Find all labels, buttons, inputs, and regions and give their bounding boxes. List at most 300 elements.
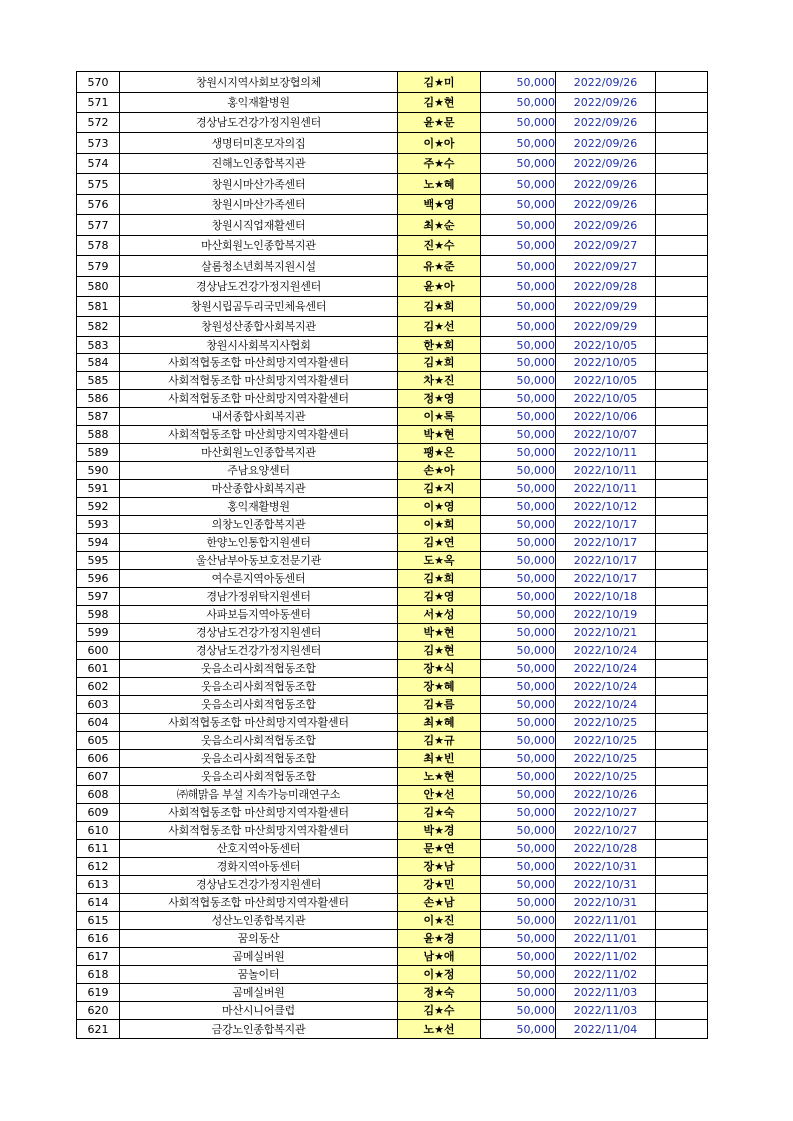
recipient-name: 노★혜 — [398, 174, 481, 195]
amount: 50,000 — [481, 714, 556, 732]
amount: 50,000 — [481, 822, 556, 840]
table-row — [77, 498, 708, 516]
note-cell — [656, 894, 708, 912]
payment-date: 2022/10/05 — [556, 390, 656, 408]
row-number: 582 — [77, 317, 120, 337]
note-cell — [656, 1020, 708, 1039]
payment-date: 2022/11/04 — [556, 1020, 656, 1039]
organization-name: 성산노인종합복지관 — [120, 912, 398, 930]
note-cell — [656, 750, 708, 768]
note-cell — [656, 876, 708, 894]
organization-name: 사회적협동조합 마산희망지역자활센터 — [120, 894, 398, 912]
organization-name: 생명터미혼모자의집 — [120, 133, 398, 154]
note-cell — [656, 113, 708, 133]
row-number: 596 — [77, 570, 120, 588]
table-row — [77, 256, 708, 277]
note-cell — [656, 714, 708, 732]
organization-name: 창원시마산가족센터 — [120, 195, 398, 215]
note-cell — [656, 1002, 708, 1020]
payment-date: 2022/11/02 — [556, 948, 656, 966]
payment-date: 2022/09/27 — [556, 256, 656, 277]
organization-name: 사회적협동조합 마산희망지역자활센터 — [120, 714, 398, 732]
row-number: 591 — [77, 480, 120, 498]
organization-name: 웃음소리사회적협동조합 — [120, 678, 398, 696]
recipient-name: 한★희 — [398, 337, 481, 354]
table-row — [77, 277, 708, 297]
payment-date: 2022/10/18 — [556, 588, 656, 606]
table-row — [77, 317, 708, 337]
table-row — [77, 72, 708, 93]
row-number: 575 — [77, 174, 120, 195]
row-number: 586 — [77, 390, 120, 408]
table-row — [77, 426, 708, 444]
organization-name: 사회적협동조합 마산희망지역자활센터 — [120, 372, 398, 390]
note-cell — [656, 912, 708, 930]
recipient-name: 문★연 — [398, 840, 481, 858]
amount: 50,000 — [481, 894, 556, 912]
recipient-name: 장★식 — [398, 660, 481, 678]
row-number: 604 — [77, 714, 120, 732]
note-cell — [656, 552, 708, 570]
table-row — [77, 552, 708, 570]
table-row — [77, 390, 708, 408]
table-row — [77, 822, 708, 840]
organization-name: 경상남도건강가정지원센터 — [120, 642, 398, 660]
note-cell — [656, 297, 708, 317]
recipient-name: 이★아 — [398, 133, 481, 154]
payment-date: 2022/09/29 — [556, 297, 656, 317]
row-number: 609 — [77, 804, 120, 822]
amount: 50,000 — [481, 984, 556, 1002]
table-row — [77, 696, 708, 714]
amount: 50,000 — [481, 768, 556, 786]
organization-name: 웃음소리사회적협동조합 — [120, 732, 398, 750]
recipient-name: 강★민 — [398, 876, 481, 894]
amount: 50,000 — [481, 732, 556, 750]
payment-date: 2022/10/24 — [556, 696, 656, 714]
amount: 50,000 — [481, 534, 556, 552]
amount: 50,000 — [481, 195, 556, 215]
recipient-name: 이★희 — [398, 516, 481, 534]
payment-date: 2022/10/07 — [556, 426, 656, 444]
row-number: 583 — [77, 337, 120, 354]
payment-date: 2022/11/02 — [556, 966, 656, 984]
organization-name: 꿈의동산 — [120, 930, 398, 948]
recipient-name: 장★혜 — [398, 678, 481, 696]
payment-date: 2022/11/03 — [556, 984, 656, 1002]
organization-name: 한양노인통합지원센터 — [120, 534, 398, 552]
recipient-name: 김★영 — [398, 588, 481, 606]
amount: 50,000 — [481, 948, 556, 966]
payment-date: 2022/10/11 — [556, 444, 656, 462]
payment-date: 2022/09/27 — [556, 236, 656, 256]
payment-date: 2022/10/17 — [556, 534, 656, 552]
payment-date: 2022/09/26 — [556, 215, 656, 236]
row-number: 585 — [77, 372, 120, 390]
note-cell — [656, 822, 708, 840]
row-number: 616 — [77, 930, 120, 948]
note-cell — [656, 498, 708, 516]
amount: 50,000 — [481, 354, 556, 372]
amount: 50,000 — [481, 408, 556, 426]
organization-name: 창원시지역사회보장협의체 — [120, 72, 398, 93]
amount: 50,000 — [481, 277, 556, 297]
recipient-name: 박★현 — [398, 426, 481, 444]
recipient-name: 도★옥 — [398, 552, 481, 570]
recipient-name: 유★준 — [398, 256, 481, 277]
row-number: 571 — [77, 93, 120, 113]
row-number: 603 — [77, 696, 120, 714]
table-row — [77, 588, 708, 606]
recipient-name: 김★숙 — [398, 804, 481, 822]
payment-date: 2022/09/26 — [556, 133, 656, 154]
amount: 50,000 — [481, 912, 556, 930]
payment-date: 2022/11/01 — [556, 912, 656, 930]
note-cell — [656, 984, 708, 1002]
recipient-name: 정★영 — [398, 390, 481, 408]
note-cell — [656, 133, 708, 154]
row-number: 618 — [77, 966, 120, 984]
row-number: 605 — [77, 732, 120, 750]
amount: 50,000 — [481, 804, 556, 822]
row-number: 617 — [77, 948, 120, 966]
row-number: 600 — [77, 642, 120, 660]
row-number: 589 — [77, 444, 120, 462]
organization-name: 창원시마산가족센터 — [120, 174, 398, 195]
amount: 50,000 — [481, 72, 556, 93]
note-cell — [656, 516, 708, 534]
payment-date: 2022/10/28 — [556, 840, 656, 858]
recipient-name: 주★수 — [398, 154, 481, 174]
recipient-name: 김★름 — [398, 696, 481, 714]
payment-date: 2022/10/19 — [556, 606, 656, 624]
recipient-name: 김★연 — [398, 534, 481, 552]
amount: 50,000 — [481, 444, 556, 462]
note-cell — [656, 93, 708, 113]
payment-date: 2022/10/05 — [556, 372, 656, 390]
payment-date: 2022/10/27 — [556, 822, 656, 840]
recipient-name: 최★빈 — [398, 750, 481, 768]
table-row — [77, 624, 708, 642]
row-number: 576 — [77, 195, 120, 215]
row-number: 587 — [77, 408, 120, 426]
table-row — [77, 354, 708, 372]
table-row — [77, 1002, 708, 1020]
row-number: 573 — [77, 133, 120, 154]
table-row — [77, 93, 708, 113]
recipient-name: 윤★문 — [398, 113, 481, 133]
amount: 50,000 — [481, 337, 556, 354]
note-cell — [656, 948, 708, 966]
amount: 50,000 — [481, 588, 556, 606]
payment-date: 2022/09/29 — [556, 317, 656, 337]
row-number: 619 — [77, 984, 120, 1002]
organization-name: 마산회원노인종합복지관 — [120, 444, 398, 462]
table-row — [77, 236, 708, 256]
note-cell — [656, 570, 708, 588]
table-row — [77, 858, 708, 876]
organization-name: 창원시립곰두리국민체육센터 — [120, 297, 398, 317]
note-cell — [656, 154, 708, 174]
organization-name: 경상남도건강가정지원센터 — [120, 113, 398, 133]
note-cell — [656, 804, 708, 822]
note-cell — [656, 72, 708, 93]
organization-name: 경화지역아동센터 — [120, 858, 398, 876]
row-number: 606 — [77, 750, 120, 768]
organization-name: 마산시니어클럽 — [120, 1002, 398, 1020]
note-cell — [656, 317, 708, 337]
organization-name: 웃음소리사회적협동조합 — [120, 660, 398, 678]
organization-name: 울산남부아동보호전문기관 — [120, 552, 398, 570]
row-number: 621 — [77, 1020, 120, 1039]
payment-date: 2022/10/06 — [556, 408, 656, 426]
amount: 50,000 — [481, 930, 556, 948]
note-cell — [656, 236, 708, 256]
amount: 50,000 — [481, 570, 556, 588]
table-row — [77, 732, 708, 750]
payment-date: 2022/10/25 — [556, 714, 656, 732]
amount: 50,000 — [481, 660, 556, 678]
payment-date: 2022/10/25 — [556, 732, 656, 750]
payment-date: 2022/10/11 — [556, 480, 656, 498]
payment-date: 2022/10/26 — [556, 786, 656, 804]
organization-name: 웃음소리사회적협동조합 — [120, 696, 398, 714]
recipient-name: 윤★경 — [398, 930, 481, 948]
table-row — [77, 840, 708, 858]
organization-name: 사회적협동조합 마산희망지역자활센터 — [120, 804, 398, 822]
amount: 50,000 — [481, 390, 556, 408]
note-cell — [656, 426, 708, 444]
table-row — [77, 894, 708, 912]
table-row — [77, 462, 708, 480]
organization-name: 홍익재활병원 — [120, 498, 398, 516]
note-cell — [656, 660, 708, 678]
recipient-name: 김★희 — [398, 354, 481, 372]
amount: 50,000 — [481, 858, 556, 876]
note-cell — [656, 642, 708, 660]
organization-name: 곰메실버원 — [120, 984, 398, 1002]
recipient-name: 안★선 — [398, 786, 481, 804]
amount: 50,000 — [481, 606, 556, 624]
payment-date: 2022/10/17 — [556, 570, 656, 588]
row-number: 580 — [77, 277, 120, 297]
amount: 50,000 — [481, 256, 556, 277]
amount: 50,000 — [481, 840, 556, 858]
amount: 50,000 — [481, 1002, 556, 1020]
note-cell — [656, 966, 708, 984]
row-number: 608 — [77, 786, 120, 804]
organization-name: 마산종합사회복지관 — [120, 480, 398, 498]
recipient-name: 이★록 — [398, 408, 481, 426]
row-number: 594 — [77, 534, 120, 552]
note-cell — [656, 696, 708, 714]
payment-date: 2022/10/24 — [556, 642, 656, 660]
payment-date: 2022/09/26 — [556, 93, 656, 113]
table-row — [77, 408, 708, 426]
row-number: 579 — [77, 256, 120, 277]
table-row — [77, 984, 708, 1002]
note-cell — [656, 786, 708, 804]
recipient-name: 팽★은 — [398, 444, 481, 462]
organization-name: 창원시사회복지사협회 — [120, 337, 398, 354]
note-cell — [656, 606, 708, 624]
organization-name: 경상남도건강가정지원센터 — [120, 277, 398, 297]
organization-name: 웃음소리사회적협동조합 — [120, 768, 398, 786]
table-row — [77, 768, 708, 786]
organization-name: 내서종합사회복지관 — [120, 408, 398, 426]
note-cell — [656, 174, 708, 195]
organization-name: 창원시직업재활센터 — [120, 215, 398, 236]
note-cell — [656, 930, 708, 948]
amount: 50,000 — [481, 297, 556, 317]
amount: 50,000 — [481, 1020, 556, 1039]
table-row — [77, 948, 708, 966]
organization-name: 창원성산종합사회복지관 — [120, 317, 398, 337]
table-row — [77, 750, 708, 768]
payment-date: 2022/09/26 — [556, 154, 656, 174]
amount: 50,000 — [481, 154, 556, 174]
row-number: 610 — [77, 822, 120, 840]
note-cell — [656, 624, 708, 642]
organization-name: 금강노인종합복지관 — [120, 1020, 398, 1039]
row-number: 611 — [77, 840, 120, 858]
row-number: 601 — [77, 660, 120, 678]
recipient-name: 장★남 — [398, 858, 481, 876]
amount: 50,000 — [481, 236, 556, 256]
amount: 50,000 — [481, 642, 556, 660]
row-number: 592 — [77, 498, 120, 516]
amount: 50,000 — [481, 678, 556, 696]
note-cell — [656, 444, 708, 462]
table-row — [77, 786, 708, 804]
table-row — [77, 804, 708, 822]
table-row — [77, 444, 708, 462]
amount: 50,000 — [481, 317, 556, 337]
amount: 50,000 — [481, 215, 556, 236]
recipient-name: 손★아 — [398, 462, 481, 480]
payment-date: 2022/09/26 — [556, 174, 656, 195]
recipient-name: 진★수 — [398, 236, 481, 256]
table-row — [77, 534, 708, 552]
note-cell — [656, 588, 708, 606]
table-row — [77, 133, 708, 154]
note-cell — [656, 732, 708, 750]
amount: 50,000 — [481, 786, 556, 804]
row-number: 607 — [77, 768, 120, 786]
organization-name: 사회적협동조합 마산희망지역자활센터 — [120, 390, 398, 408]
organization-name: 진해노인종합복지관 — [120, 154, 398, 174]
payment-date: 2022/10/24 — [556, 660, 656, 678]
amount: 50,000 — [481, 93, 556, 113]
row-number: 598 — [77, 606, 120, 624]
row-number: 615 — [77, 912, 120, 930]
amount: 50,000 — [481, 426, 556, 444]
recipient-name: 김★선 — [398, 317, 481, 337]
organization-name: 사회적협동조합 마산희망지역자활센터 — [120, 354, 398, 372]
row-number: 572 — [77, 113, 120, 133]
table-row — [77, 337, 708, 354]
organization-name: 경상남도건강가정지원센터 — [120, 624, 398, 642]
organization-name: 꿈놀이터 — [120, 966, 398, 984]
table-row — [77, 215, 708, 236]
row-number: 614 — [77, 894, 120, 912]
payment-date: 2022/10/31 — [556, 858, 656, 876]
recipient-name: 남★애 — [398, 948, 481, 966]
note-cell — [656, 678, 708, 696]
payment-date: 2022/10/17 — [556, 516, 656, 534]
table-row — [77, 678, 708, 696]
recipient-name: 박★경 — [398, 822, 481, 840]
table-row — [77, 174, 708, 195]
row-number: 620 — [77, 1002, 120, 1020]
row-number: 581 — [77, 297, 120, 317]
recipient-name: 최★순 — [398, 215, 481, 236]
row-number: 602 — [77, 678, 120, 696]
amount: 50,000 — [481, 876, 556, 894]
organization-name: 여수룬지역아동센터 — [120, 570, 398, 588]
organization-name: 주남요양센터 — [120, 462, 398, 480]
table-row — [77, 642, 708, 660]
table-row — [77, 1020, 708, 1039]
recipient-name: 김★수 — [398, 1002, 481, 1020]
note-cell — [656, 408, 708, 426]
recipient-name: 이★영 — [398, 498, 481, 516]
organization-name: 산호지역아동센터 — [120, 840, 398, 858]
amount: 50,000 — [481, 750, 556, 768]
donation-ledger-table — [76, 71, 708, 1039]
payment-date: 2022/11/01 — [556, 930, 656, 948]
payment-date: 2022/10/24 — [556, 678, 656, 696]
table-row — [77, 660, 708, 678]
organization-name: 살롬청소년회복지원시설 — [120, 256, 398, 277]
organization-name: 웃음소리사회적협동조합 — [120, 750, 398, 768]
recipient-name: 최★혜 — [398, 714, 481, 732]
organization-name: 사회적협동조합 마산희망지역자활센터 — [120, 426, 398, 444]
organization-name: 의창노인종합복지관 — [120, 516, 398, 534]
note-cell — [656, 256, 708, 277]
table-row — [77, 480, 708, 498]
recipient-name: 김★현 — [398, 642, 481, 660]
note-cell — [656, 372, 708, 390]
amount: 50,000 — [481, 624, 556, 642]
payment-date: 2022/11/03 — [556, 1002, 656, 1020]
payment-date: 2022/10/11 — [556, 462, 656, 480]
amount: 50,000 — [481, 516, 556, 534]
payment-date: 2022/10/31 — [556, 894, 656, 912]
row-number: 588 — [77, 426, 120, 444]
payment-date: 2022/10/05 — [556, 337, 656, 354]
recipient-name: 노★선 — [398, 1020, 481, 1039]
row-number: 578 — [77, 236, 120, 256]
recipient-name: 김★현 — [398, 93, 481, 113]
payment-date: 2022/10/25 — [556, 750, 656, 768]
row-number: 590 — [77, 462, 120, 480]
organization-name: 사회적협동조합 마산희망지역자활센터 — [120, 822, 398, 840]
recipient-name: 노★현 — [398, 768, 481, 786]
row-number: 612 — [77, 858, 120, 876]
table-row — [77, 297, 708, 317]
recipient-name: 서★성 — [398, 606, 481, 624]
note-cell — [656, 840, 708, 858]
amount: 50,000 — [481, 372, 556, 390]
note-cell — [656, 858, 708, 876]
recipient-name: 김★희 — [398, 570, 481, 588]
table-row — [77, 606, 708, 624]
payment-date: 2022/09/26 — [556, 72, 656, 93]
organization-name: 곰메실버원 — [120, 948, 398, 966]
ledger-body — [77, 72, 708, 1039]
row-number: 599 — [77, 624, 120, 642]
